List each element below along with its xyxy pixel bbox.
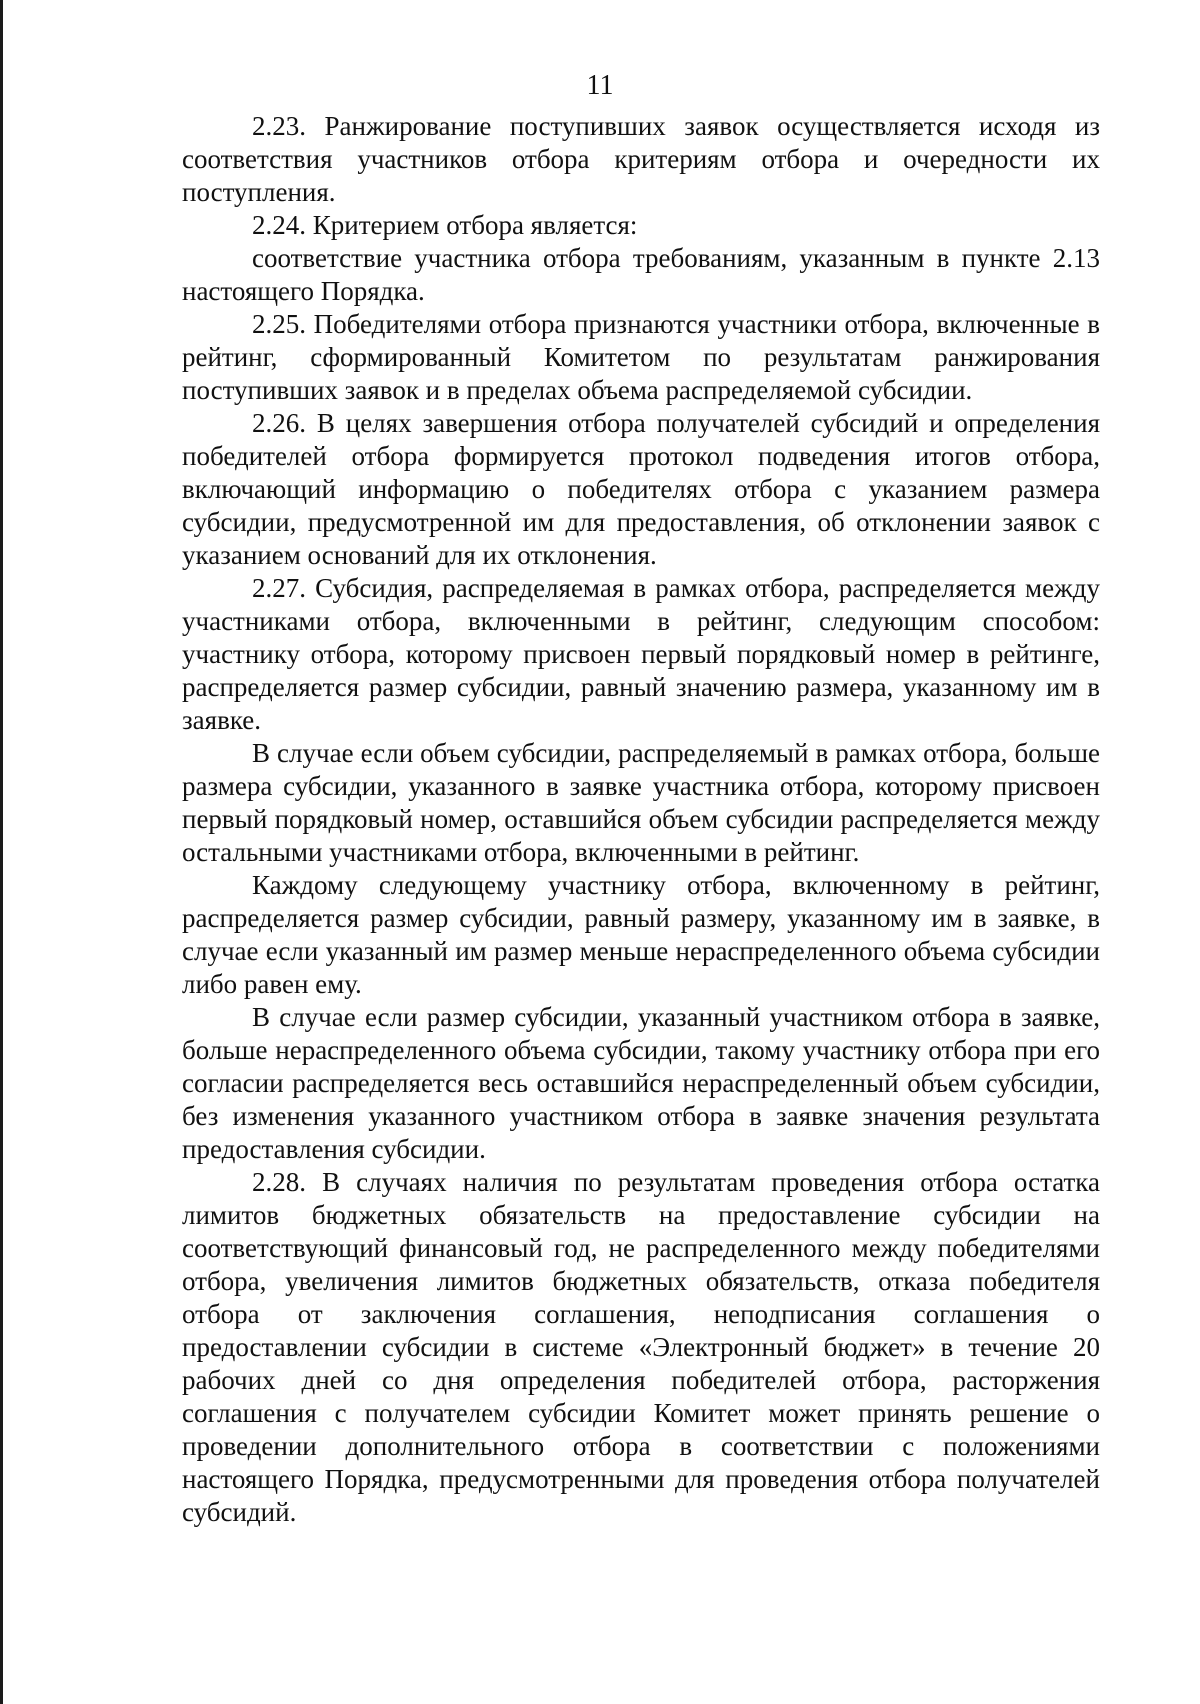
paragraph-2-27: 2.27. Субсидия, распределяемая в рамках отбора, распределяется между участниками отбора, включенными в рейтинг, следующим способом: участнику отбора, которому присвоен первый порядковый номер в рейтинге, распределяется размер субсидии, равный значению размера, указанному им в заявке. (182, 573, 1100, 735)
scan-edge (0, 0, 3, 1704)
paragraph-2-26: 2.26. В целях завершения отбора получателей субсидий и определения победителей отбора формируется протокол подведения итогов отбора, включающий информацию о победителях отбора с указанием размера субсидии, предусмотренной им для предоставления, об отклонении заявок с указанием оснований для их отклонения. (182, 408, 1100, 570)
paragraph-2-24-criterion: соответствие участника отбора требованиям, указанным в пункте 2.13 настоящего Порядка. (182, 243, 1100, 306)
paragraph-2-25: 2.25. Победителями отбора признаются участники отбора, включенные в рейтинг, сформированный Комитетом по результатам ранжирования поступивших заявок и в пределах объема распределяемой субсидии. (182, 309, 1100, 405)
paragraph-2-24: 2.24. Критерием отбора является: (252, 210, 638, 240)
paragraph-2-28: 2.28. В случаях наличия по результатам проведения отбора остатка лимитов бюджетных обязательств на предоставление субсидии на соответствующий финансовый год, не распределенного между победителями отбора, увеличения лимитов бюджетных обязательств, отказа победителя отбора от заключения соглашения, неподписания соглашения о предоставлении субсидии в системе «Электронный бюджет» в течение 20 рабочих дней со дня определения победителей отбора, расторжения соглашения с получателем субсидии Комитет может принять решение о проведении дополнительного отбора в соответствии с положениями настоящего Порядка, предусмотренными для проведения отбора получателей субсидий. (182, 1167, 1100, 1527)
paragraph-2-23: 2.23. Ранжирование поступивших заявок осуществляется исходя из соответствия участников отбора критериям отбора и очередности их поступления. (182, 111, 1100, 207)
document-body (182, 110, 1100, 1529)
paragraph-2-27-exceeds: В случае если размер субсидии, указанный участником отбора в заявке, больше нераспределенного объема субсидии, такому участнику отбора при его согласии распределяется весь оставшийся нераспределенный объем субсидии, без изменения указанного участником отбора в заявке значения результата предоставления субсидии. (182, 1002, 1100, 1164)
paragraph-2-27-remaining: В случае если объем субсидии, распределяемый в рамках отбора, больше размера субсидии, указанного в заявке участника отбора, которому присвоен первый порядковый номер, оставшийся объем субсидии распределяется между остальными участниками отбора, включенными в рейтинг. (182, 738, 1100, 867)
paragraph-2-27-next: Каждому следующему участнику отбора, включенному в рейтинг, распределяется размер субсидии, равный размеру, указанному им в заявке, в случае если указанный им размер меньше нераспределенного объема субсидии либо равен ему. (182, 870, 1100, 999)
page-number: 11 (586, 70, 614, 101)
